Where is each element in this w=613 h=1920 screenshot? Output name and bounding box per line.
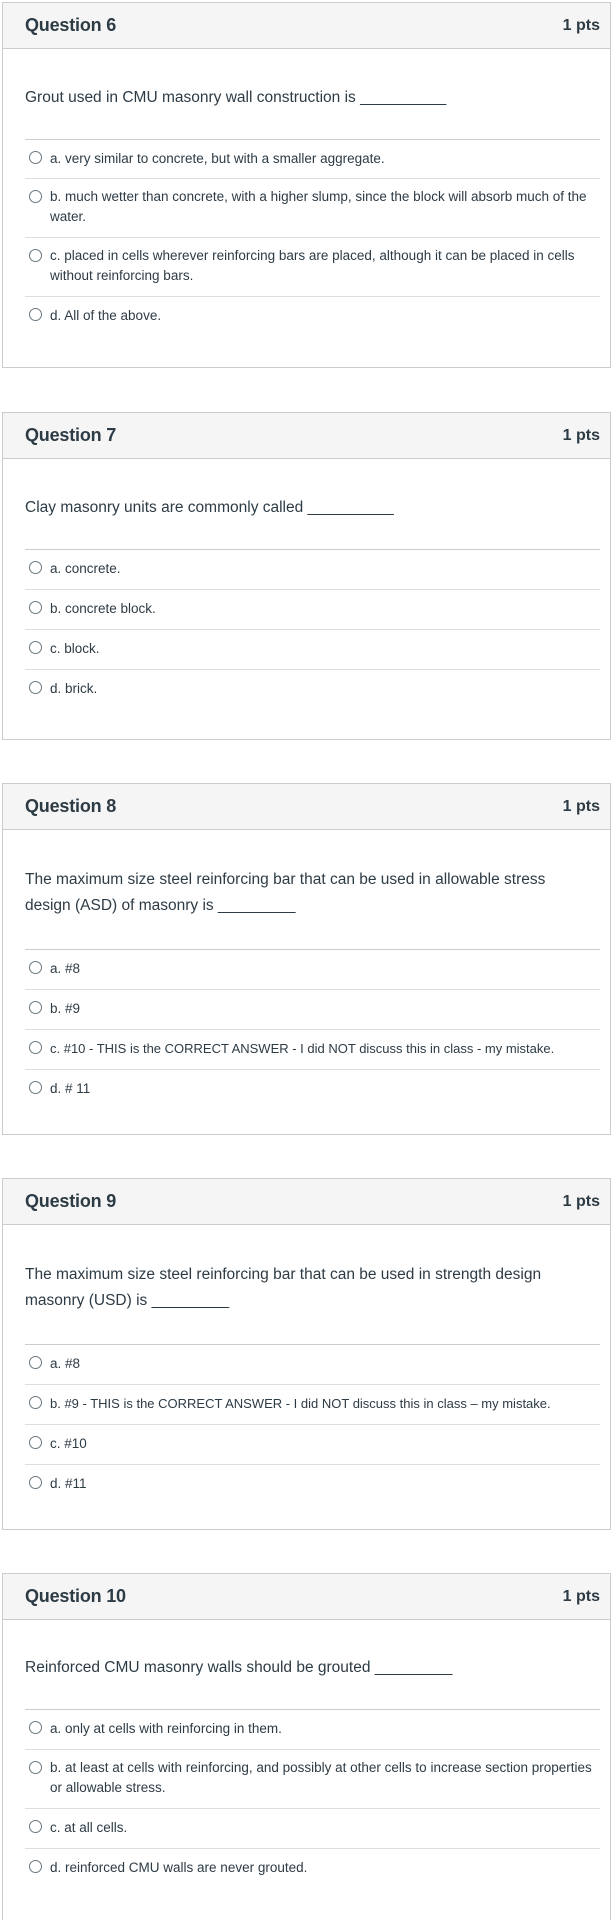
answer-label: d. brick. (50, 681, 98, 696)
question-text: Reinforced CMU masonry walls should be grouted _________ (25, 1659, 453, 1676)
answer-option-b[interactable] (25, 179, 600, 238)
answer-label: a. concrete. (50, 561, 121, 576)
question-title: Question 7 (25, 425, 117, 445)
question-header (3, 1574, 610, 1620)
question-points: 1 pts (562, 1588, 600, 1605)
question-8 (2, 783, 611, 1135)
answer-label: c. at all cells. (50, 1820, 128, 1835)
radio-button[interactable] (29, 961, 42, 974)
answer-label: c. #10 (50, 1436, 87, 1451)
radio-button[interactable] (29, 601, 42, 614)
answer-label: a. very similar to concrete, but with a smaller aggregate. (50, 151, 385, 166)
question-9 (2, 1178, 611, 1530)
answer-option-c[interactable] (25, 1809, 600, 1849)
answer-label: b. #9 - THIS is the CORRECT ANSWER - I did NOT discuss this in class – my mistake. (50, 1396, 551, 1411)
answer-option-c[interactable] (25, 1030, 600, 1070)
radio-button[interactable] (29, 1081, 42, 1094)
answer-option-b[interactable] (25, 590, 600, 630)
question-title: Question 6 (25, 15, 117, 35)
radio-button[interactable] (29, 1860, 42, 1873)
question-body (3, 459, 610, 717)
radio-button[interactable] (29, 1721, 42, 1734)
radio-button[interactable] (29, 1436, 42, 1449)
question-10 (2, 1573, 611, 1920)
answer-option-b[interactable] (25, 1385, 600, 1425)
answer-option-c[interactable] (25, 238, 600, 297)
question-title: Question 10 (25, 1586, 126, 1606)
answer-list (25, 549, 600, 717)
question-points: 1 pts (562, 427, 600, 444)
radio-button[interactable] (29, 151, 42, 164)
answer-label: b. #9 (50, 1001, 81, 1016)
answer-list (25, 139, 600, 344)
answer-label: d. reinforced CMU walls are never grouted. (50, 1860, 308, 1875)
question-body (3, 1225, 610, 1512)
radio-button[interactable] (29, 190, 42, 203)
answer-list (25, 1709, 600, 1896)
answer-label: c. block. (50, 641, 100, 656)
question-7 (2, 412, 611, 740)
answer-list (25, 1344, 600, 1512)
radio-button[interactable] (29, 1820, 42, 1833)
answer-label: a. only at cells with reinforcing in them. (50, 1721, 282, 1736)
question-title: Question 8 (25, 796, 117, 816)
answer-list (25, 949, 600, 1117)
question-points: 1 pts (562, 17, 600, 34)
question-text: Grout used in CMU masonry wall construction is __________ (25, 89, 447, 106)
question-body (3, 1620, 610, 1896)
answer-option-d[interactable] (25, 670, 600, 709)
radio-button[interactable] (29, 641, 42, 654)
radio-button[interactable] (29, 1001, 42, 1014)
question-text: Clay masonry units are commonly called __________ (25, 499, 394, 516)
answer-label: d. All of the above. (50, 308, 162, 323)
answer-label: b. at least at cells with reinforcing, and possibly at other cells to increase section properties or allowable stress. (50, 1760, 592, 1795)
question-points: 1 pts (562, 1193, 600, 1210)
question-header (3, 1179, 610, 1225)
radio-button[interactable] (29, 681, 42, 694)
question-text: The maximum size steel reinforcing bar that can be used in strength design masonry (USD) is _________ (25, 1266, 542, 1309)
answer-option-d[interactable] (25, 1849, 600, 1888)
answer-label: a. #8 (50, 1356, 81, 1371)
question-header (3, 784, 610, 830)
answer-label: b. much wetter than concrete, with a higher slump, since the block will absorb much of the water. (50, 189, 587, 224)
answer-option-a[interactable] (25, 140, 600, 179)
answer-option-a[interactable] (25, 550, 600, 590)
answer-label: d. #11 (50, 1476, 87, 1491)
question-body (3, 49, 610, 344)
answer-option-d[interactable] (25, 1465, 600, 1504)
answer-label: b. concrete block. (50, 601, 156, 616)
answer-option-b[interactable] (25, 990, 600, 1030)
answer-option-a[interactable] (25, 1345, 600, 1385)
question-points: 1 pts (562, 798, 600, 815)
answer-option-a[interactable] (25, 1710, 600, 1750)
radio-button[interactable] (29, 308, 42, 321)
answer-option-b[interactable] (25, 1750, 600, 1809)
radio-button[interactable] (29, 1396, 42, 1409)
question-6 (2, 2, 611, 368)
answer-label: a. #8 (50, 961, 81, 976)
question-title: Question 9 (25, 1191, 117, 1211)
question-body (3, 830, 610, 1117)
question-header (3, 3, 610, 49)
answer-option-a[interactable] (25, 950, 600, 990)
answer-label: c. #10 - THIS is the CORRECT ANSWER - I did NOT discuss this in class - my mistake. (50, 1041, 555, 1056)
radio-button[interactable] (29, 1041, 42, 1054)
answer-option-c[interactable] (25, 1425, 600, 1465)
radio-button[interactable] (29, 1356, 42, 1369)
radio-button[interactable] (29, 561, 42, 574)
answer-label: c. placed in cells wherever reinforcing bars are placed, although it can be placed in cells without reinforcing bars. (50, 248, 575, 283)
radio-button[interactable] (29, 1761, 42, 1774)
answer-option-d[interactable] (25, 297, 600, 336)
answer-label: d. # 11 (50, 1081, 91, 1096)
radio-button[interactable] (29, 1476, 42, 1489)
answer-option-d[interactable] (25, 1070, 600, 1109)
answer-option-c[interactable] (25, 630, 600, 670)
question-text: The maximum size steel reinforcing bar that can be used in allowable stress design (ASD) of masonry is _________ (25, 871, 546, 914)
question-header (3, 413, 610, 459)
radio-button[interactable] (29, 249, 42, 262)
